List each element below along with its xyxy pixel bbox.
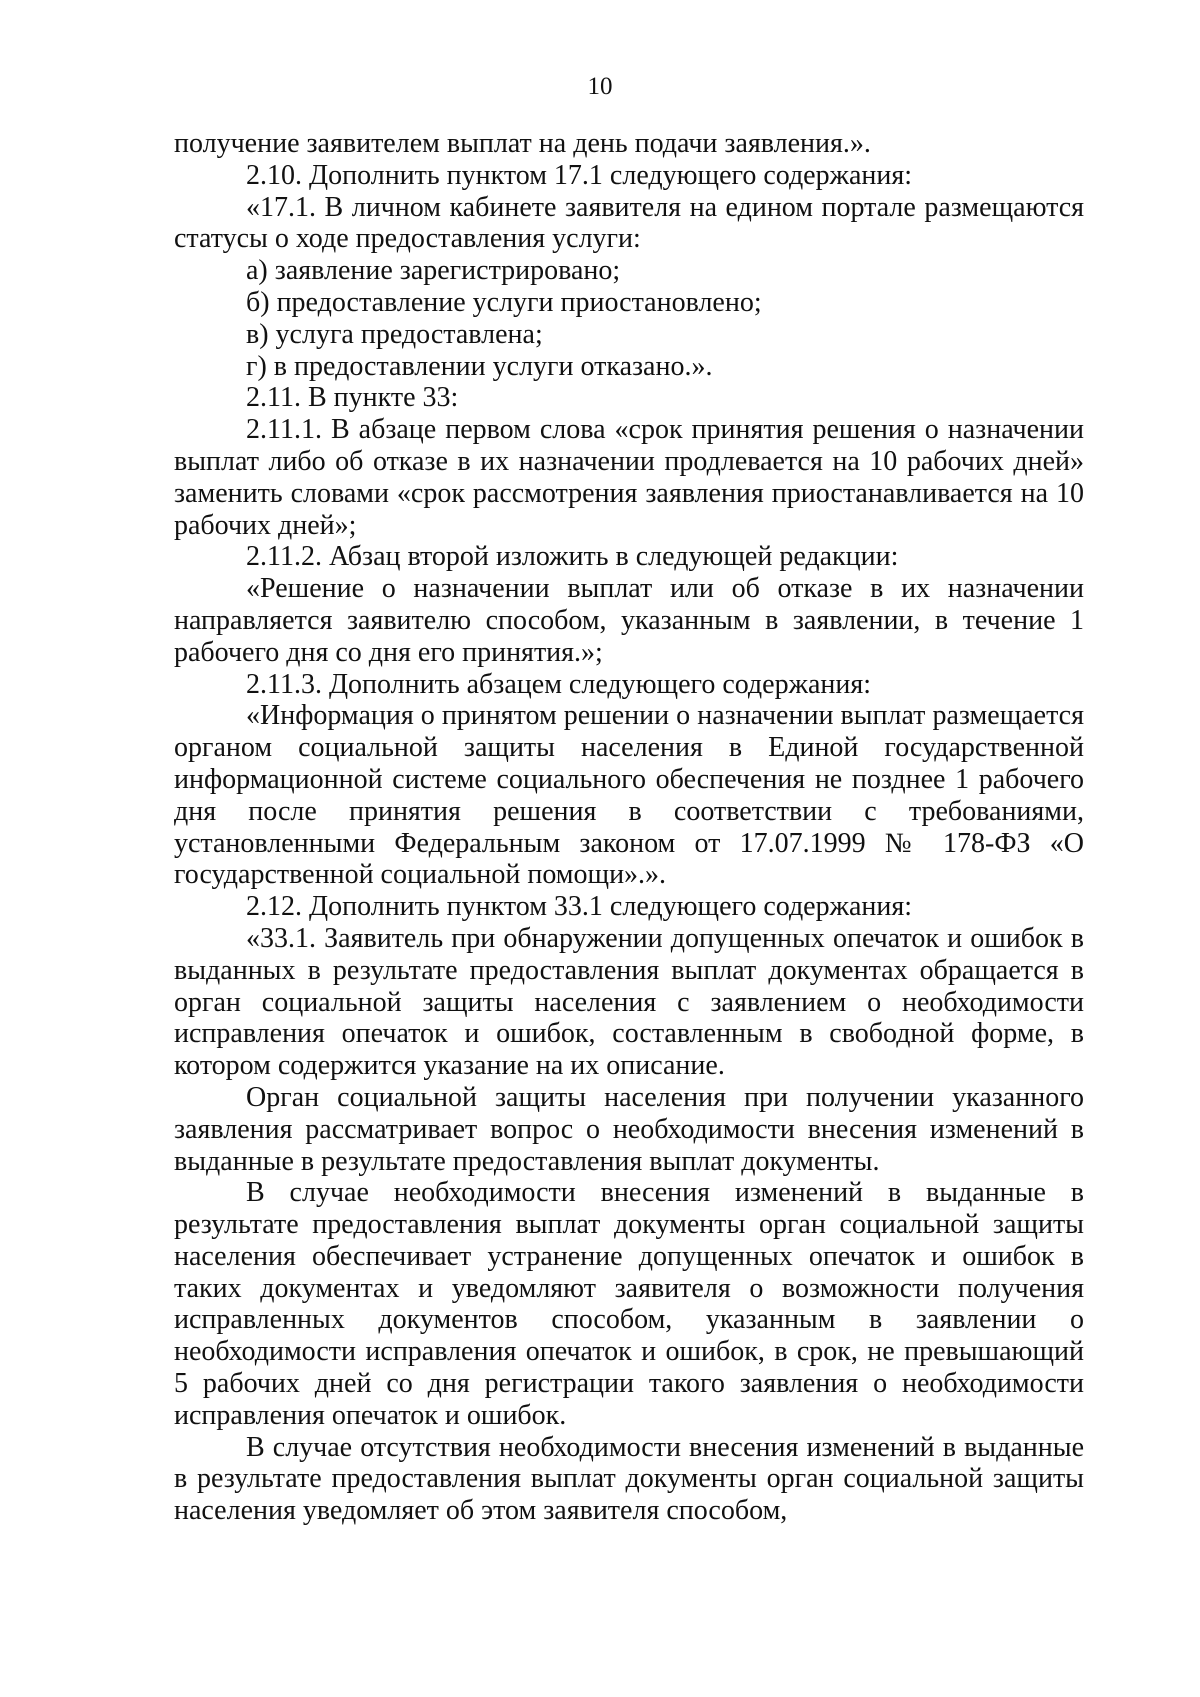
paragraph-corrections-needed: В случае необходимости внесения изменений в выданные в результате предоставления выплат документы орган социальной защиты населения обеспечивает устранение допущенных опечаток и ошибок в таких документах и уведомляют заявителя о возможности получения исправленных документов способом, указанным в заявлении о необходимости исправления опечаток и ошибок, в срок, не превышающий 5 рабочих дней со дня регистрации такого заявления о необходимости исправления опечаток и ошибок. bbox=[174, 1177, 1084, 1431]
paragraph-2-11: 2.11. В пункте 33: bbox=[246, 382, 459, 414]
paragraph-2-12: 2.12. Дополнить пунктом 33.1 следующего содержания: bbox=[246, 891, 913, 923]
page-number: 10 bbox=[587, 73, 613, 100]
paragraph-2-11-1: 2.11.1. В абзаце первом слова «срок принятия решения о назначении выплат либо об отказе в их назначении продлевается на 10 рабочих дней» заменить словами «срок рассмотрения заявления приостанавливается на 10 рабочих дней»; bbox=[174, 414, 1084, 541]
paragraph-2-10: 2.10. Дополнить пунктом 17.1 следующего содержания: bbox=[246, 159, 913, 191]
status-item-b: б) предоставление услуги приостановлено; bbox=[246, 286, 762, 318]
paragraph-decision-text: «Решение о назначении выплат или об отказе в их назначении направляется заявителю способом, указанным в заявлении, в течение 1 рабочего дня со дня его принятия.»; bbox=[174, 573, 1084, 668]
status-item-g: г) в предоставлении услуги отказано.». bbox=[246, 350, 713, 382]
paragraph-33-1: «33.1. Заявитель при обнаружении допущенных опечаток и ошибок в выданных в результате предоставления выплат документах обращается в орган социальной защиты населения с заявлением о необходимости исправления опечаток и ошибок, составленным в свободной форме, в котором содержится указание на их описание. bbox=[174, 922, 1084, 1082]
paragraph-authority-review: Орган социальной защиты населения при получении указанного заявления рассматривает вопрос о необходимости внесения изменений в выданные в результате предоставления выплат документы. bbox=[174, 1081, 1084, 1177]
paragraph-17-1: «17.1. В личном кабинете заявителя на едином портале размещаются статусы о ходе предоставления услуги: bbox=[174, 191, 1084, 255]
status-item-v: в) услуга предоставлена; bbox=[246, 318, 543, 350]
paragraph-continuation: получение заявителем выплат на день подачи заявления.». bbox=[174, 128, 871, 159]
document-body bbox=[174, 128, 1084, 1527]
paragraph-2-11-2: 2.11.2. Абзац второй изложить в следующей редакции: bbox=[246, 541, 899, 573]
paragraph-2-11-3: 2.11.3. Дополнить абзацем следующего содержания: bbox=[246, 668, 872, 700]
status-item-a: а) заявление зарегистрировано; bbox=[246, 255, 621, 287]
paragraph-information-text: «Информация о принятом решении о назначении выплат размещается органом социальной защиты населения в Единой государственной информационной системе социального обеспечения не позднее 1 рабочего дня после принятия решения в соответствии с требованиями, установленными Федеральным законом от 17.07.1999 № 178-ФЗ «О государственной социальной помощи».». bbox=[174, 700, 1084, 891]
paragraph-no-corrections: В случае отсутствия необходимости внесения изменений в выданные в результате предоставления выплат документы орган социальной защиты населения уведомляет об этом заявителя способом, bbox=[174, 1431, 1084, 1527]
